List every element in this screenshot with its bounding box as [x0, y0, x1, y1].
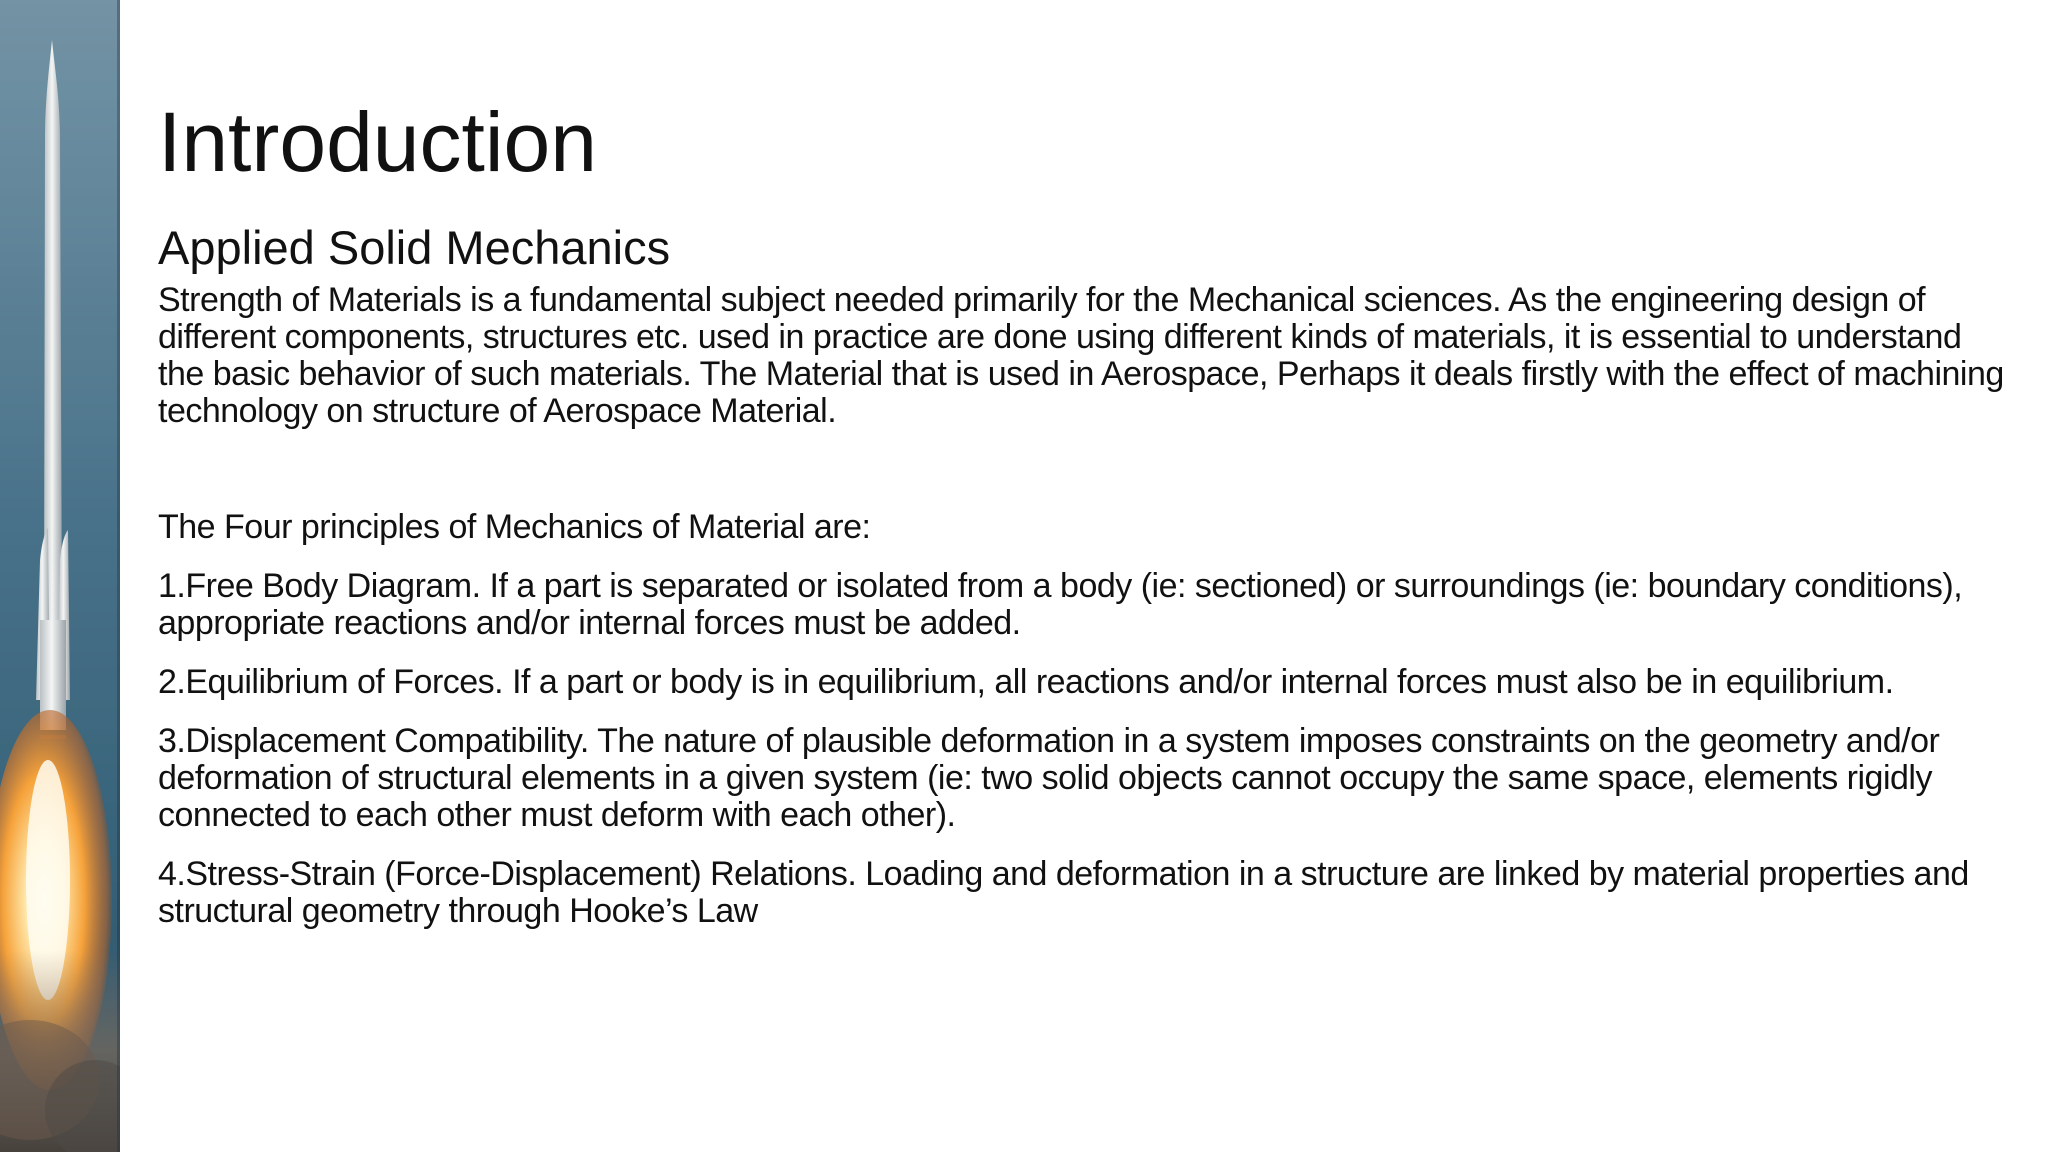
rocket-launch-image: [0, 0, 120, 1152]
principle-item: 1.Free Body Diagram. If a part is separated or isolated from a body (ie: sectioned) or surroundings (ie: boundary conditions), appropriate reactions and/or internal forces must be added.: [158, 567, 1963, 642]
slide-subtitle: Applied Solid Mechanics: [158, 221, 671, 274]
principles-heading: The Four principles of Mechanics of Material are:: [158, 508, 871, 546]
slide-content: [158, 90, 2008, 952]
slide-title: Introduction: [158, 95, 597, 189]
principle-item: 4.Stress-Strain (Force-Displacement) Relations. Loading and deformation in a structure are linked by material properties and structural geometry through Hooke’s Law: [158, 855, 1969, 930]
intro-paragraph: Strength of Materials is a fundamental subject needed primarily for the Mechanical sciences. As the engineering design of different components, structures etc. used in practice are done using different kinds of materials, it is essential to understand the basic behavior of such materials. The Material that is used in Aerospace, Perhaps it deals firstly with the effect of machining technology on structure of Aerospace Material.: [158, 281, 2004, 430]
principle-item: 2.Equilibrium of Forces. If a part or body is in equilibrium, all reactions and/or internal forces must also be in equilibrium.: [158, 663, 1894, 701]
principle-item: 3.Displacement Compatibility. The nature of plausible deformation in a system imposes constraints on the geometry and/or deformation of structural elements in a given system (ie: two solid objects cannot occupy the same space, elements rigidly connected to each other must deform with each other).: [158, 722, 1940, 834]
